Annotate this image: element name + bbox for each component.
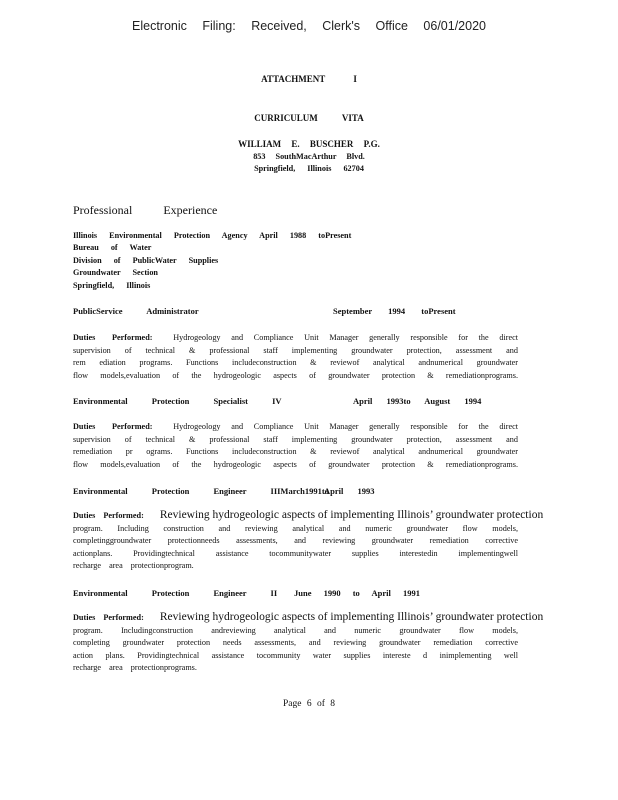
employer-block xyxy=(73,230,351,292)
position-duties xyxy=(73,332,518,382)
position-title: Environmental Protection Engineer IIIMarch1991to xyxy=(73,486,329,496)
employer-line: Division of PublicWater Supplies xyxy=(73,255,219,265)
duties-line: completing groundwater protection needs assessments, and reviewing groundwater remediation corrective xyxy=(73,638,518,648)
duties-label: Duties Performed: xyxy=(73,511,144,520)
attachment-label: ATTACHMENT I xyxy=(261,74,357,84)
position-duties xyxy=(73,509,545,573)
position-dates: April 1993 xyxy=(324,486,375,496)
position-title: PublicService Administrator xyxy=(73,306,199,316)
page-number: Page 6 of 8 xyxy=(282,699,335,709)
position-duties xyxy=(73,611,545,675)
employer-line: Groundwater Section xyxy=(73,268,158,278)
position-dates: September 1994 toPresent xyxy=(333,306,456,316)
duties-line: rem ediation programs. Functions includeconstruction & reviewof analytical andnumerical groundwater xyxy=(73,358,518,368)
employer-line: Springfield, Illinois xyxy=(73,280,151,290)
address-line-2: Springfield, Illinois 62704 xyxy=(254,164,364,173)
duties-line: flow models,evaluation of the hydrogeologic aspects of groundwater protection & remediationprograms. xyxy=(73,370,518,380)
section-heading: Professional Experience xyxy=(73,203,218,217)
duties-line: completinggroundwater protectionneeds assessments, and reviewing groundwater remediation corrective xyxy=(73,536,518,546)
duties-line: recharge area protectionprograms. xyxy=(73,663,197,673)
duties-intro: Reviewing hydrogeologic aspects of implementing Illinois’ groundwater protection xyxy=(159,611,544,623)
employer-line: Illinois Environmental Protection Agency April 1988 toPresent xyxy=(73,231,352,240)
person-name: WILLIAM E. BUSCHER P.G. xyxy=(238,139,380,149)
position-dates: June 1990 to April 1991 xyxy=(294,588,420,598)
duties-line: recharge area protectionprogram. xyxy=(73,561,194,571)
duties-line: actionplans. Providingtechnical assistance tocommunitywater supplies interestedin implementingwell xyxy=(73,548,518,558)
duties-intro: Reviewing hydrogeologic aspects of implementing Illinois’ groundwater protection xyxy=(159,509,544,521)
duties-line: flow models,evaluation of the hydrogeologic aspects of groundwater protection & remediationprograms. xyxy=(73,459,518,469)
duties-line: supervision of technical & professional staff implementing groundwater protection, assessment and xyxy=(73,434,518,444)
duties-line: action plans. Providingtechnical assistance tocommunity water supplies intereste d inimplementing well xyxy=(73,650,518,660)
duties-intro: Hydrogeology and Compliance Unit Manager generally responsible for the direct xyxy=(173,422,519,431)
duties-line: program. Including construction and reviewing analytical and numeric groundwater flow models, xyxy=(73,523,518,533)
document-title: CURRICULUM VITA xyxy=(254,113,364,123)
duties-label: Duties Performed: xyxy=(73,613,144,622)
duties-label: Duties Performed: xyxy=(73,333,153,342)
position-duties xyxy=(73,421,518,471)
address-line-1: 853 SouthMacArthur Blvd. xyxy=(253,152,365,161)
employer-line: Bureau of Water xyxy=(73,243,152,253)
duties-line: supervision of technical & professional staff implementing groundwater protection, assessment and xyxy=(73,345,518,355)
filing-banner: Electronic Filing: Received, Clerk's Office 06/01/2020 xyxy=(132,19,486,33)
duties-intro: Hydrogeology and Compliance Unit Manager generally responsible for the direct xyxy=(173,333,519,342)
position-dates: April 1993to August 1994 xyxy=(353,396,482,406)
position-title: Environmental Protection Specialist IV xyxy=(73,396,282,406)
duties-label: Duties Performed: xyxy=(73,422,153,431)
duties-line: program. Includingconstruction andreviewing analytical and numeric groundwater flow models, xyxy=(73,625,518,635)
duties-line: remediation pr ograms. Functions includeconstruction & reviewof analytical andnumerical groundwater xyxy=(73,447,518,457)
position-title: Environmental Protection Engineer II xyxy=(73,588,278,598)
